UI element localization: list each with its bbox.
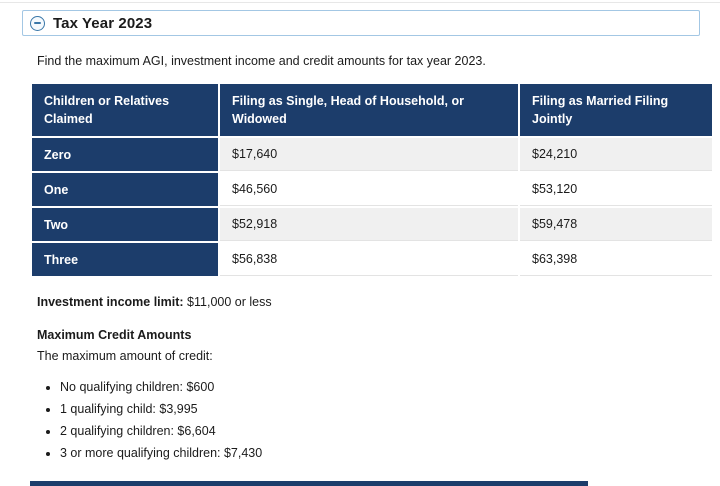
intro-text: Find the maximum AGI, investment income and credit amounts for tax year 2023. [37,54,486,68]
list-item: • 3 or more qualifying children: $7,430 [60,445,720,461]
list-item: • 2 qualifying children: $6,604 [60,423,720,439]
single-value: $52,918 [220,208,518,241]
table-row [32,138,712,171]
married-value: $53,120 [520,173,712,206]
table-row [32,243,712,276]
list-item: • No qualifying children: $600 [60,379,720,395]
table-row [32,208,712,241]
row-header: One [32,173,218,206]
row-header: Three [32,243,218,276]
single-value: $17,640 [220,138,518,171]
row-header: Two [32,208,218,241]
accordion-title: Tax Year 2023 [53,14,153,32]
single-value: $56,838 [220,243,518,276]
investment-income-limit [37,294,690,310]
table-row [32,173,712,206]
column-header-single: Filing as Single, Head of Household, or Widowed [220,84,518,136]
row-header: Zero [32,138,218,171]
maximum-credit-heading: Maximum Credit Amounts [37,328,192,342]
married-value: $59,478 [520,208,712,241]
next-section-header-edge[interactable] [30,481,588,486]
investment-income-limit-label: Investment income limit: [37,295,184,309]
eitc-limits-table [30,82,714,278]
credit-amounts-list [0,379,720,461]
list-item: • 1 qualifying child: $3,995 [60,401,720,417]
married-value: $63,398 [520,243,712,276]
accordion-header-tax-year-2023[interactable] [22,10,700,36]
column-header-children: Children or Relatives Claimed [32,84,218,136]
maximum-credit-intro: The maximum amount of credit: [37,349,213,363]
single-value: $46,560 [220,173,518,206]
section-divider [0,2,720,3]
column-header-married: Filing as Married Filing Jointly [520,84,712,136]
investment-income-limit-value: $11,000 or less [187,295,272,309]
married-value: $24,210 [520,138,712,171]
table-header-row [32,84,712,136]
collapse-minus-icon[interactable] [30,16,45,31]
